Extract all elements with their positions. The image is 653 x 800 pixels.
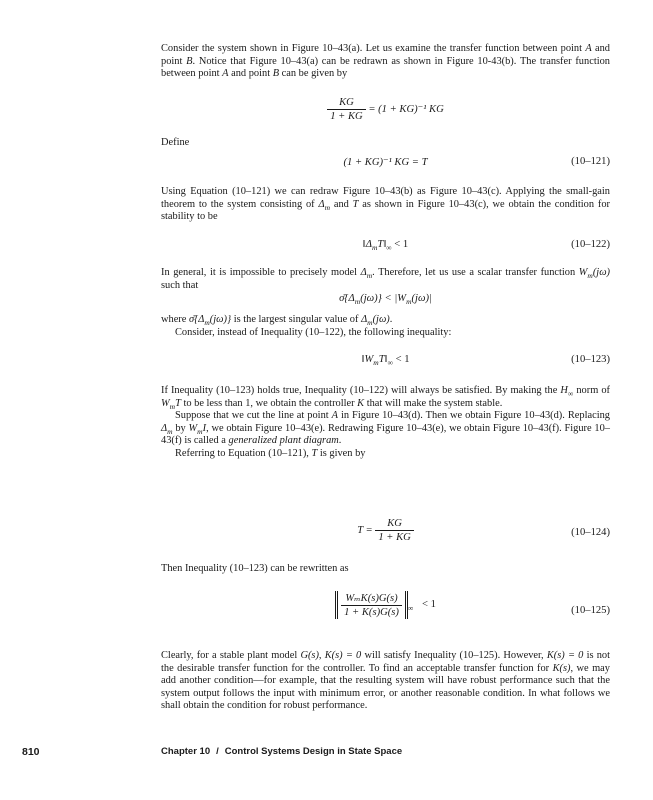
equation-10-124: T = $\frac{KG}{1 + KG}$ (10–124) bbox=[357, 518, 610, 543]
equation-number: (10–125) bbox=[571, 605, 610, 616]
paragraph-scalar-transfer: In general, it is impossible to precisely model $\Delta_m$. Therefore, let us use a scalar transfer function $W_m(j\omega)$ such that bbox=[161, 267, 610, 291]
equation-10-122: $‖\Delta_mT‖_\infty < 1$ (10–122) bbox=[362, 239, 610, 253]
equation-singular-value: $\sigmā\{\Delta_m(j\omega)\} < |W_m(j\omega)|$ bbox=[339, 293, 432, 307]
equation-10-121: (1 + KG)⁻¹ KG = T (10–121) bbox=[343, 156, 610, 168]
paragraph-intro: Consider the system shown in Figure 10–43(a). Let us examine the transfer function between point A and point B. Notice that Figure 10–43(a) can be redrawn as shown in Figure 10-43(b). The transfer function between point A and point B can be given by bbox=[161, 43, 610, 80]
equation-number: (10–121) bbox=[571, 156, 610, 167]
paragraph-h-infinity: If Inequality (10–123) holds true, Inequality (10–122) will always be satisfied. By making the $H_\infty$ norm of $W_mT$ to be less than 1, we obtain the controller K that will make the system stable. Suppose that we cut the line at point A in Figure 10–43(d). Then we obtain Figure 10–43(d). Replacing $\Delta_m$ by $W_mI$, we obtain Figure 10–43(e). Redrawing Figure 10–43(e), we obtain Figure 10–43(f). Figure 10–43(f) is called a generalized plant diagram. Referring to Equation (10–121), T is given by bbox=[161, 385, 610, 459]
equation-10-123: $‖W_mT‖_\infty < 1$ (10–123) bbox=[361, 354, 610, 368]
page-number: 810 bbox=[22, 746, 40, 758]
equation-transfer-function: $\frac{KG}{1 + KG}$ = (1 + KG)⁻¹ KG bbox=[161, 97, 610, 137]
paragraph-singular-value: where $\sigmā\{\Delta_m(j\omega)\}$ is the largest singular value of $\Delta_m(j\omega)$. Consider, instead of Inequality (10–122), the following inequality: bbox=[161, 314, 452, 338]
equation-number: (10–124) bbox=[571, 527, 610, 538]
paragraph-rewrite: Then Inequality (10–123) can be rewritten as bbox=[161, 563, 349, 574]
equation-10-125: $\frac{\text{WₘK(s)G(s)}}{1 + K(s)G(s)}$ $_\infty$ < 1 (10–125) bbox=[161, 591, 610, 639]
paragraph-robust-performance: Clearly, for a stable plant model G(s), K(s) = 0 will satisfy Inequality (10–125). However, K(s) = 0 is not the desirable transfer function for the controller. To find an acceptable transfer function for K(s), we may add another condition—for example, that the resulting system will have robust performance such that the system output follows the input with minimum error, or another reasonable condition. In what follows we shall obtain the condition for robust performance. bbox=[161, 650, 610, 712]
define-label: Define bbox=[161, 137, 190, 148]
equation-number: (10–122) bbox=[571, 239, 610, 250]
paragraph-small-gain: Using Equation (10–121) we can redraw Figure 10–43(b) as Figure 10–43(c). Applying the small-gain theorem to the system consisting of $\Delta_m$ and T as shown in Figure 10–43(c), we obtain the condition for stability to be bbox=[161, 186, 610, 223]
equation-number: (10–123) bbox=[571, 354, 610, 365]
term-generalized-plant: generalized plant diagram bbox=[228, 435, 339, 447]
running-footer: Chapter 10 / Control Systems Design in State Space bbox=[161, 746, 403, 757]
